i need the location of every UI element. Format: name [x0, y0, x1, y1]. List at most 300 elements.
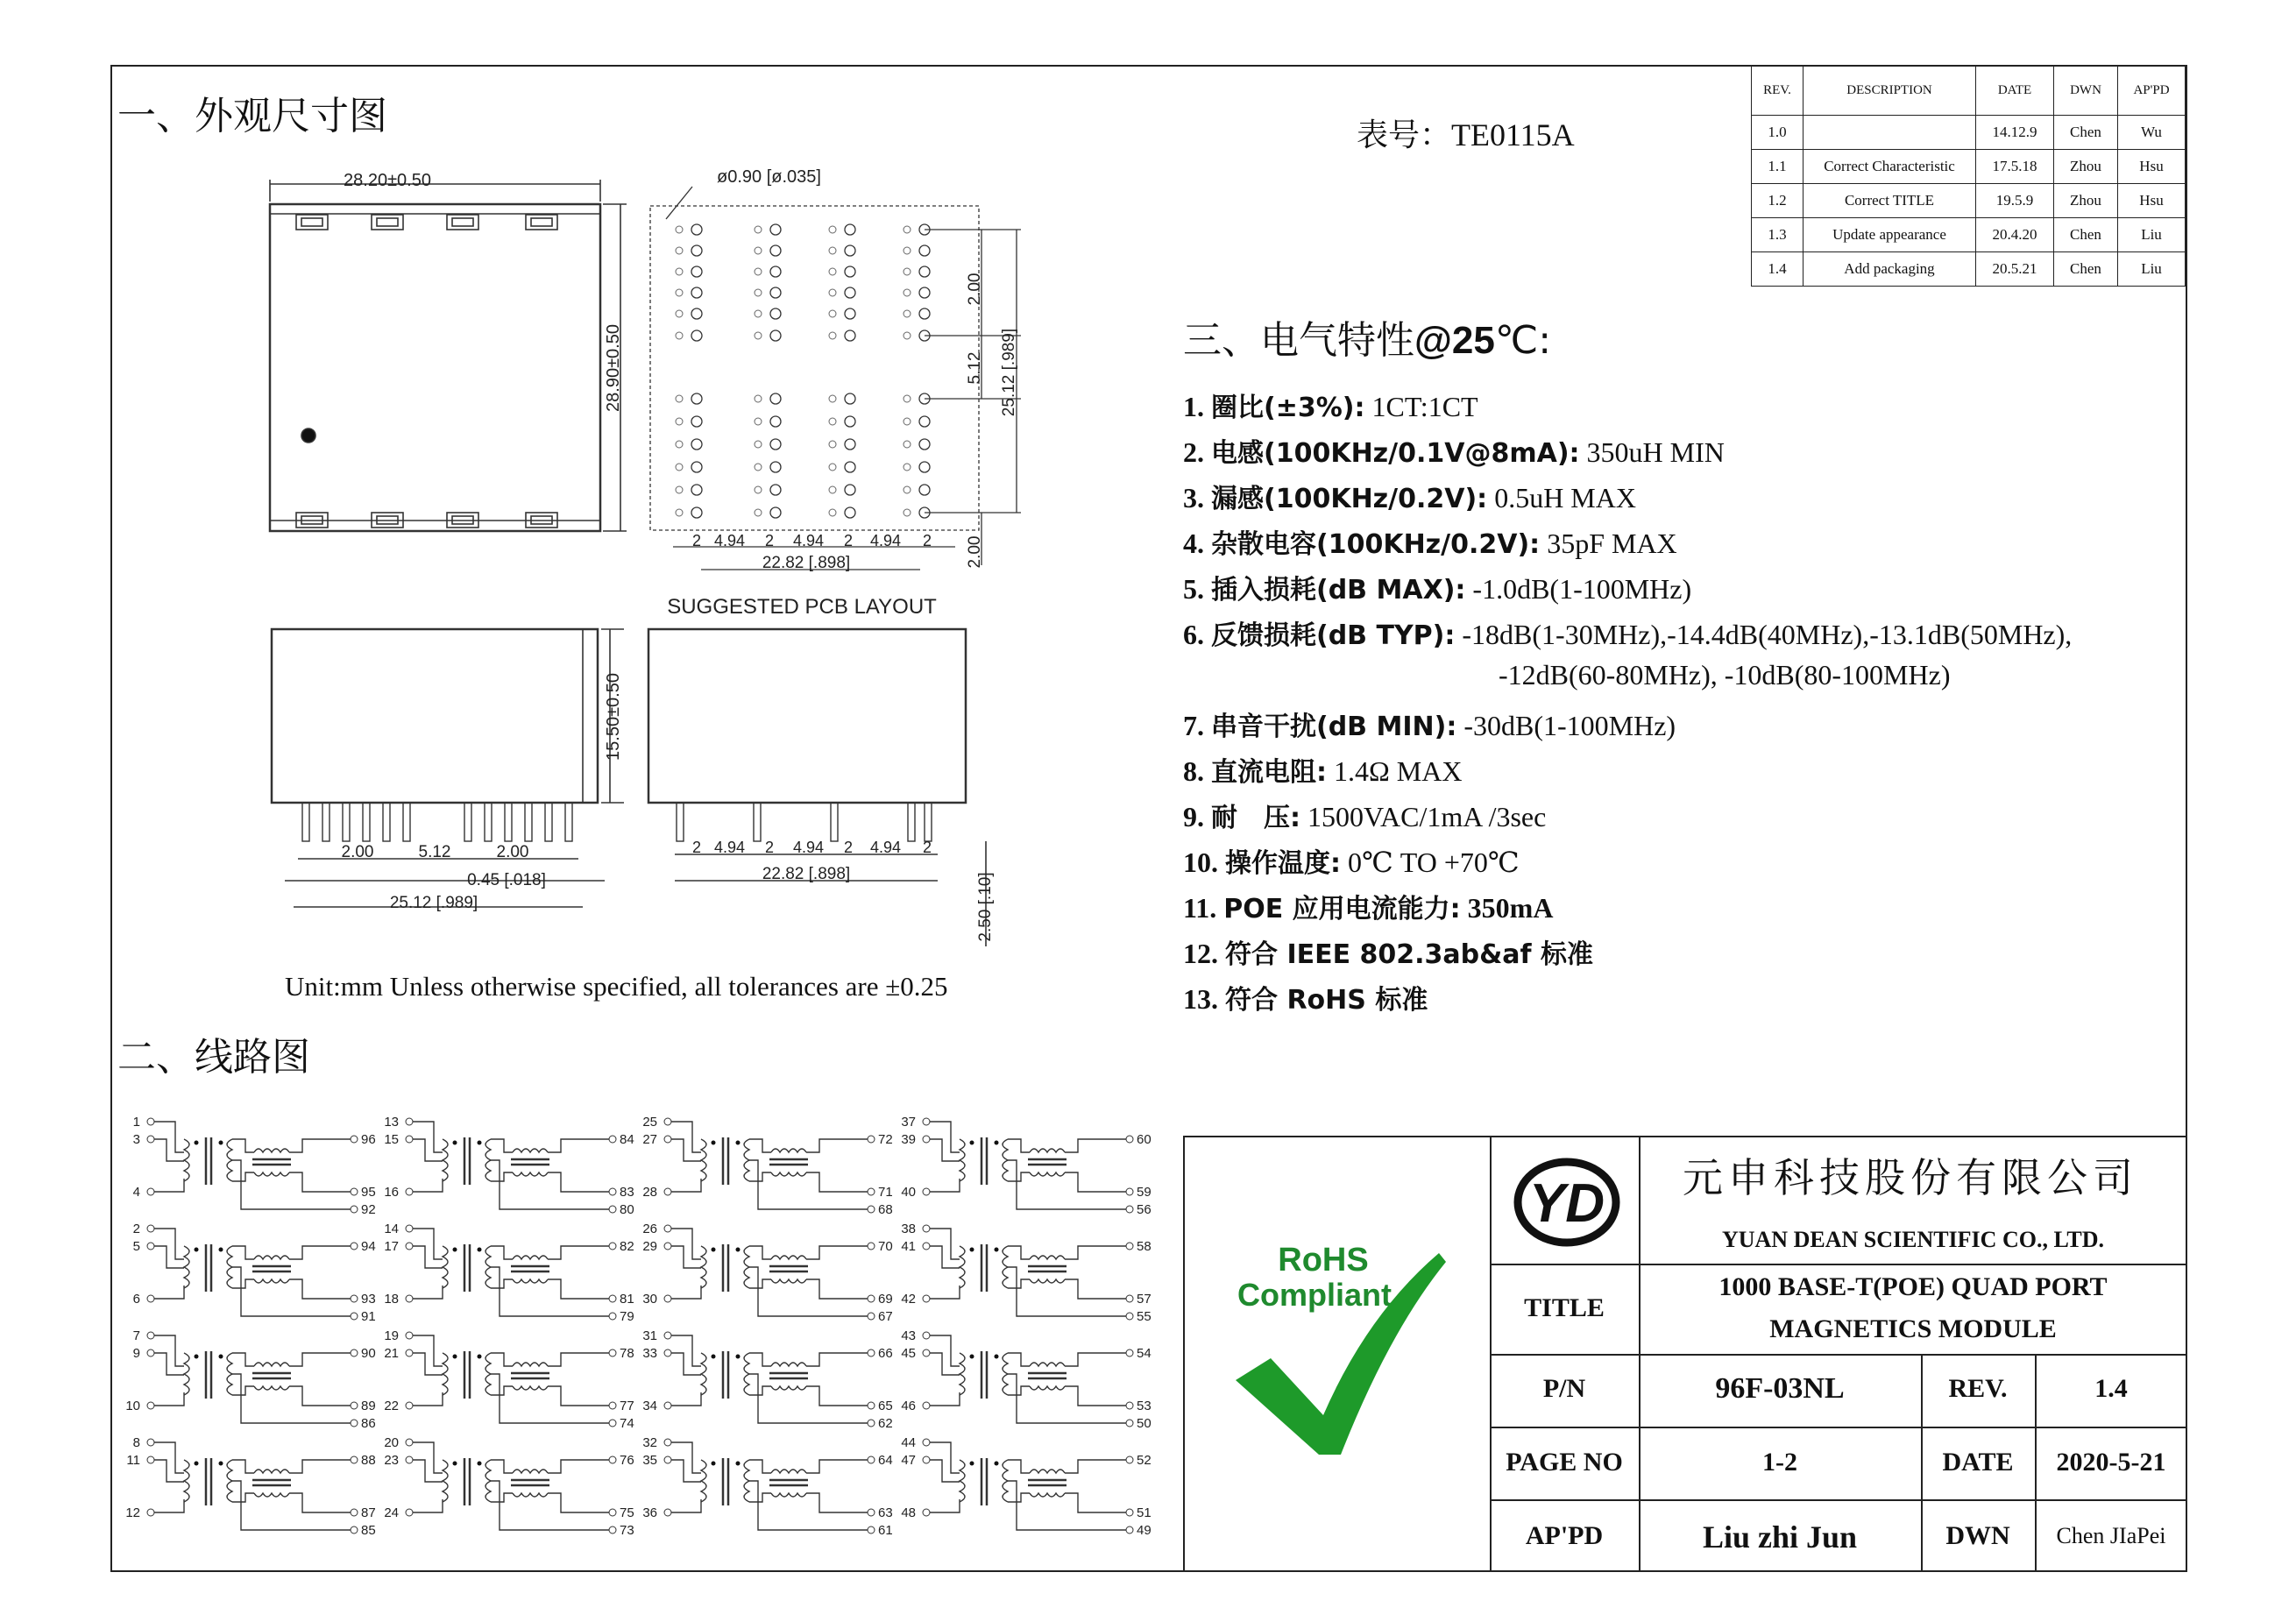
side-view-left [272, 629, 624, 907]
side-pin [464, 803, 471, 841]
cell: 1.3 [1752, 218, 1803, 252]
circuit-wire [254, 1172, 289, 1176]
pin-label: 13 [384, 1115, 399, 1130]
circuit-wire [1003, 1246, 1008, 1288]
circuit-wire [485, 1139, 491, 1181]
circuit-wire [154, 1335, 184, 1366]
circuit-wire [289, 1172, 351, 1192]
pin-node [351, 1188, 358, 1195]
spec-number: 10. [1183, 846, 1218, 878]
circuit-wire [513, 1470, 548, 1473]
pin-node [406, 1349, 413, 1356]
pin-label: 49 [1137, 1523, 1152, 1538]
cell: 20.5.21 [1976, 252, 2054, 287]
pin-label: 42 [901, 1292, 916, 1307]
circuit-wire [491, 1353, 513, 1366]
side-pin [343, 803, 350, 841]
circuit-wire [1008, 1267, 1126, 1316]
pin-label: 69 [878, 1292, 893, 1307]
polarity-dot [712, 1248, 716, 1252]
pin-label: 15 [384, 1132, 399, 1147]
pin-node [351, 1402, 358, 1409]
cell: Hsu [2118, 184, 2186, 218]
pcb-hole [691, 308, 702, 319]
circuit-wire [254, 1149, 289, 1152]
pcb-hole [770, 245, 781, 256]
circuit-wire [254, 1386, 289, 1390]
circuit-wire [513, 1256, 548, 1259]
spec-item [1183, 796, 1546, 834]
pin-label: 81 [620, 1292, 634, 1307]
side-pin [831, 803, 838, 841]
side-pins-right [677, 803, 932, 841]
dim-2-d: 2 [923, 532, 932, 549]
spec-item [1183, 887, 1553, 925]
electrical-section-title [1183, 308, 1551, 365]
circuit-wire [671, 1179, 701, 1192]
circuit-wire [548, 1493, 609, 1512]
circuit-wire [771, 1386, 806, 1390]
dim-side-25-12: 25.12 [.989] [389, 894, 478, 912]
circuit-wire [491, 1386, 513, 1395]
circuit-wire [1065, 1139, 1126, 1152]
pin-node [609, 1188, 616, 1195]
circuit-wire [749, 1460, 771, 1473]
circuit-wire [930, 1229, 960, 1259]
pin-node [868, 1526, 875, 1533]
polarity-dot [970, 1355, 974, 1359]
pcb-hole [676, 509, 683, 516]
pcb-hole [829, 418, 836, 425]
polarity-dot [995, 1248, 999, 1252]
pin-node [351, 1526, 358, 1533]
circuit-wire [1065, 1353, 1126, 1366]
circuit-wire [1065, 1172, 1126, 1192]
pin-node [351, 1509, 358, 1516]
cell: Add packaging [1803, 252, 1976, 287]
pin-label: 4 [132, 1185, 140, 1200]
pin-node [868, 1509, 875, 1516]
circuit-wire [749, 1267, 868, 1316]
pcb-hole [845, 439, 855, 450]
circuit-wire [154, 1286, 184, 1299]
rohs-line1: RoHS [1278, 1242, 1369, 1278]
pcb-hole [904, 289, 911, 296]
spec-number: 7. [1183, 710, 1204, 741]
pin-node [664, 1118, 671, 1125]
polarity-dot [195, 1141, 199, 1145]
cell: 19.5.9 [1976, 184, 2054, 218]
pin-label: 85 [361, 1523, 376, 1538]
dim-side-height: 15.50±0.50 [604, 673, 623, 761]
cell: Hsu [2118, 150, 2186, 184]
side-pin [545, 803, 552, 841]
pin-label: 56 [1137, 1202, 1152, 1217]
pin-label: 68 [878, 1202, 893, 1217]
pin-label: 10 [125, 1399, 140, 1413]
circuit-wire [671, 1229, 701, 1259]
pin-label: 19 [384, 1328, 399, 1343]
dim-r-2-b: 2 [765, 839, 775, 856]
pin-node [147, 1456, 154, 1463]
dim-side-512: 5.12 [418, 843, 451, 861]
polarity-dot [453, 1141, 457, 1145]
pin-label: 88 [361, 1453, 376, 1468]
pin-label: 8 [132, 1435, 140, 1450]
circuit-wire [930, 1442, 960, 1473]
cell: 1.4 [1752, 252, 1803, 287]
pcb-hole [676, 310, 683, 317]
circuit-wire [1008, 1460, 1030, 1473]
polarity-dot [736, 1141, 741, 1145]
circuit-wire [184, 1353, 189, 1395]
pcb-hole [770, 485, 781, 495]
pin-node [147, 1295, 154, 1302]
circuit-wire [930, 1122, 960, 1152]
polarity-dot [995, 1141, 999, 1145]
circuit-wire [1030, 1172, 1065, 1176]
polarity-dot [736, 1462, 741, 1466]
pin-node [1126, 1509, 1133, 1516]
pin-label: 72 [878, 1132, 893, 1147]
pin-node [923, 1136, 930, 1143]
circuit-wire [548, 1353, 609, 1366]
pin-node [609, 1206, 616, 1213]
circuit-wire [227, 1353, 232, 1395]
circuit-wire [443, 1246, 448, 1288]
pin-node [351, 1456, 358, 1463]
spec-item [1183, 522, 1677, 561]
polarity-dot [736, 1355, 741, 1359]
circuit-wire [413, 1229, 443, 1259]
circuit-wire [701, 1246, 706, 1288]
circuit-wire [491, 1493, 513, 1502]
pin-node [609, 1509, 616, 1516]
circuit-wire [154, 1353, 184, 1375]
spec-number: 3. [1183, 482, 1204, 514]
polarity-dot [195, 1248, 199, 1252]
pin-node [664, 1402, 671, 1409]
circuit-wire [744, 1139, 749, 1181]
pcb-hole [919, 245, 930, 256]
pcb-hole [829, 310, 836, 317]
pcb-hole [845, 266, 855, 277]
pin-label: 26 [642, 1222, 657, 1236]
pcb-hole [829, 289, 836, 296]
pcb-hole [755, 441, 762, 448]
pin-label: 5 [132, 1239, 140, 1254]
pin-label: 84 [620, 1132, 634, 1147]
table-row [1752, 252, 2186, 287]
circuit-wire [806, 1246, 868, 1259]
pcb-hole [691, 393, 702, 404]
dim-4-94-a: 4.94 [714, 532, 746, 549]
polarity-dot [712, 1355, 716, 1359]
pcb-hole [904, 464, 911, 471]
cell: 1.1 [1752, 150, 1803, 184]
circuit-wire [744, 1460, 749, 1502]
pin-label: 24 [384, 1505, 399, 1520]
spec-label: 电感(100KHz/0.1V@8mA): [1211, 438, 1580, 469]
pin-label: 52 [1137, 1453, 1152, 1468]
side-view-right [648, 629, 986, 946]
circuit-wire [1008, 1246, 1030, 1259]
pin-label: 41 [901, 1239, 916, 1254]
pcb-hole [676, 268, 683, 275]
circuit-wire [1008, 1353, 1030, 1366]
pcb-hole [755, 226, 762, 233]
pin-label: 87 [361, 1505, 376, 1520]
spec-label: 漏感(100KHz/0.2V): [1211, 484, 1488, 514]
circuit-wire [749, 1279, 771, 1288]
circuit-wire [548, 1139, 609, 1152]
pcb-hole [755, 509, 762, 516]
spec-number: 6. [1183, 619, 1204, 650]
circuit-wire [806, 1386, 868, 1406]
pin-node [1126, 1313, 1133, 1320]
polarity-dot [219, 1355, 223, 1359]
pin-node [664, 1225, 671, 1232]
pin-label: 37 [901, 1115, 916, 1130]
circuit-wire [232, 1267, 351, 1316]
pcb-hole [691, 439, 702, 450]
pin-node [1126, 1456, 1133, 1463]
dim-r-22-82: 22.82 [.898] [762, 865, 851, 883]
table-row [1752, 116, 2186, 150]
polarity-dot [478, 1462, 482, 1466]
pcb-hole [755, 247, 762, 254]
spec-value: -1.0dB(1-100MHz) [1465, 573, 1692, 605]
pcb-hole [845, 224, 855, 235]
pin-label: 70 [878, 1239, 893, 1254]
pin-label: 44 [901, 1435, 916, 1450]
pin-label: 45 [901, 1346, 916, 1361]
pcb-hole [770, 439, 781, 450]
circuit-diagram [123, 1104, 1174, 1560]
pcb-hole [919, 287, 930, 298]
dim-22-82: 22.82 [.898] [762, 554, 851, 572]
circuit-wire [548, 1279, 609, 1299]
pin-node [1126, 1188, 1133, 1195]
pcb-hole [904, 332, 911, 339]
pin-node [147, 1349, 154, 1356]
pin-node [923, 1456, 930, 1463]
pcb-hole [755, 268, 762, 275]
pin-node [147, 1243, 154, 1250]
pin-label: 6 [132, 1292, 140, 1307]
pcb-hole [755, 486, 762, 493]
pin-node [1126, 1526, 1133, 1533]
circuit-wire [671, 1122, 701, 1152]
cell: Wu [2118, 116, 2186, 150]
pcb-hole [845, 330, 855, 341]
pin-node [1126, 1243, 1133, 1250]
circuit-wire [491, 1279, 513, 1288]
circuit-wire [413, 1246, 443, 1268]
polarity-dot [453, 1355, 457, 1359]
circuit-wire [806, 1139, 868, 1152]
rohs-badge [1201, 1236, 1463, 1472]
circuit-wire [232, 1160, 351, 1209]
circuit-wire [227, 1460, 232, 1502]
dim-pin-width: 0.45 [.018] [467, 871, 546, 889]
tb-line-h2 [1490, 1354, 2187, 1356]
polarity-dot [453, 1462, 457, 1466]
spec-value: 0℃ TO +70℃ [1341, 846, 1520, 878]
pcb-hole [904, 226, 911, 233]
side-pin [505, 803, 512, 841]
pin-label: 62 [878, 1416, 893, 1431]
spec-label: 耐 压: [1211, 803, 1300, 833]
pin-node [406, 1402, 413, 1409]
spec-item [1183, 750, 1462, 789]
pcb-hole [691, 507, 702, 518]
pcb-hole [829, 268, 836, 275]
circuit-wire [254, 1470, 289, 1473]
circuit-wire [960, 1353, 965, 1395]
pcb-hole [919, 462, 930, 472]
circuit-wire [485, 1460, 491, 1502]
spec-number: 4. [1183, 528, 1204, 559]
circuit-wire [485, 1353, 491, 1395]
pin-node [1126, 1349, 1133, 1356]
circuit-wire [413, 1392, 443, 1406]
pin-node [868, 1349, 875, 1356]
pin-node [868, 1295, 875, 1302]
date-value: 2020-5-21 [2056, 1448, 2166, 1477]
dim-2-00-a: 2.00 [966, 273, 984, 306]
pin-node [351, 1243, 358, 1250]
circuit-wire [154, 1179, 184, 1192]
circuit-wire [1008, 1172, 1030, 1181]
pin-label: 27 [642, 1132, 657, 1147]
pcb-hole [755, 418, 762, 425]
pin-label: 54 [1137, 1346, 1152, 1361]
tb-line-h3 [1490, 1427, 2187, 1428]
pcb-hole [904, 247, 911, 254]
outline-section-title: 一、外观尺寸图 [117, 94, 387, 138]
spec-label: 操作温度: [1225, 848, 1341, 879]
pin-label: 76 [620, 1453, 634, 1468]
pin-label: 30 [642, 1292, 657, 1307]
pcb-hole [845, 287, 855, 298]
pin-label: 66 [878, 1346, 893, 1361]
date-label: DATE [1942, 1448, 2014, 1477]
rev-header-desc: DESCRIPTION [1803, 66, 1976, 116]
spec-label: 串音干扰(dB MIN): [1211, 712, 1457, 742]
pin-label: 48 [901, 1505, 916, 1520]
circuit-wire [930, 1139, 960, 1161]
pin-label: 43 [901, 1328, 916, 1343]
pin-node [406, 1136, 413, 1143]
pin-label: 80 [620, 1202, 634, 1217]
side-pin [525, 803, 532, 841]
pcb-hole [676, 332, 683, 339]
pin-node [147, 1402, 154, 1409]
pin-label: 50 [1137, 1416, 1152, 1431]
circuit-wire [232, 1374, 351, 1423]
pin-label: 12 [125, 1505, 140, 1520]
circuit-wire [806, 1493, 868, 1512]
circuit-wire [1030, 1470, 1065, 1473]
circuit-wire [1030, 1256, 1065, 1259]
pin-node [351, 1313, 358, 1320]
circuit-wire [671, 1286, 701, 1299]
pcb-hole [691, 245, 702, 256]
pin-label: 7 [132, 1328, 140, 1343]
circuit-wire [1065, 1246, 1126, 1259]
polarity-dot [478, 1248, 482, 1252]
circuit-wire [1065, 1460, 1126, 1473]
circuit-wire [154, 1246, 184, 1268]
circuit-wire [671, 1499, 701, 1512]
dim-2-c: 2 [844, 532, 854, 549]
polarity-dot [712, 1462, 716, 1466]
pin-node [923, 1118, 930, 1125]
circuit-wire [1030, 1493, 1065, 1497]
pin-node [406, 1243, 413, 1250]
tb-line-h4 [1490, 1499, 2187, 1501]
spec-value: 1.4Ω MAX [1327, 755, 1463, 787]
pin-node [609, 1295, 616, 1302]
pin-label: 31 [642, 1328, 657, 1343]
circuit-wire [1008, 1279, 1030, 1288]
spec-value: 350uH MIN [1579, 436, 1725, 468]
cell: Correct TITLE [1803, 184, 1976, 218]
circuit-wire [289, 1139, 351, 1152]
table-row [1752, 150, 2186, 184]
polarity-dot [195, 1355, 199, 1359]
cell: 14.12.9 [1976, 116, 2054, 150]
circuit-wire [1030, 1279, 1065, 1283]
pin-node [664, 1243, 671, 1250]
pin-label: 91 [361, 1309, 376, 1324]
circuit-wire [548, 1386, 609, 1406]
circuit-wire [289, 1386, 351, 1406]
circuit-wire [749, 1246, 771, 1259]
circuit-wire [154, 1122, 184, 1152]
dim-side-200-a: 2.00 [341, 843, 374, 861]
pin-node [147, 1225, 154, 1232]
pin-node [406, 1225, 413, 1232]
dim-r-4-94-b: 4.94 [793, 839, 825, 856]
pin-node [406, 1509, 413, 1516]
pcb-hole [919, 485, 930, 495]
pin-node [664, 1439, 671, 1446]
pin-node [609, 1526, 616, 1533]
pcb-holes [676, 224, 930, 518]
circuit-wire [413, 1286, 443, 1299]
pin-label: 59 [1137, 1185, 1152, 1200]
circuit-wire [1003, 1460, 1008, 1502]
cell [1803, 116, 1976, 150]
pin-label: 36 [642, 1505, 657, 1520]
pn-value: 96F-03NL [1715, 1372, 1845, 1405]
pcb-hole [845, 393, 855, 404]
spec-label: 杂散电容(100KHz/0.2V): [1211, 529, 1541, 560]
circuit-wire [671, 1246, 701, 1268]
pin-label: 2 [132, 1222, 140, 1236]
circuit-wire [771, 1279, 806, 1283]
circuit-wire [289, 1279, 351, 1299]
pin-label: 74 [620, 1416, 634, 1431]
circuit-wire [671, 1335, 701, 1366]
title-line2: MAGNETICS MODULE [1769, 1314, 2057, 1343]
pin-node [351, 1349, 358, 1356]
dim-pin-length: 2.50 [.10] [976, 872, 995, 942]
circuit-wire [154, 1392, 184, 1406]
circuit-wire [960, 1246, 965, 1288]
